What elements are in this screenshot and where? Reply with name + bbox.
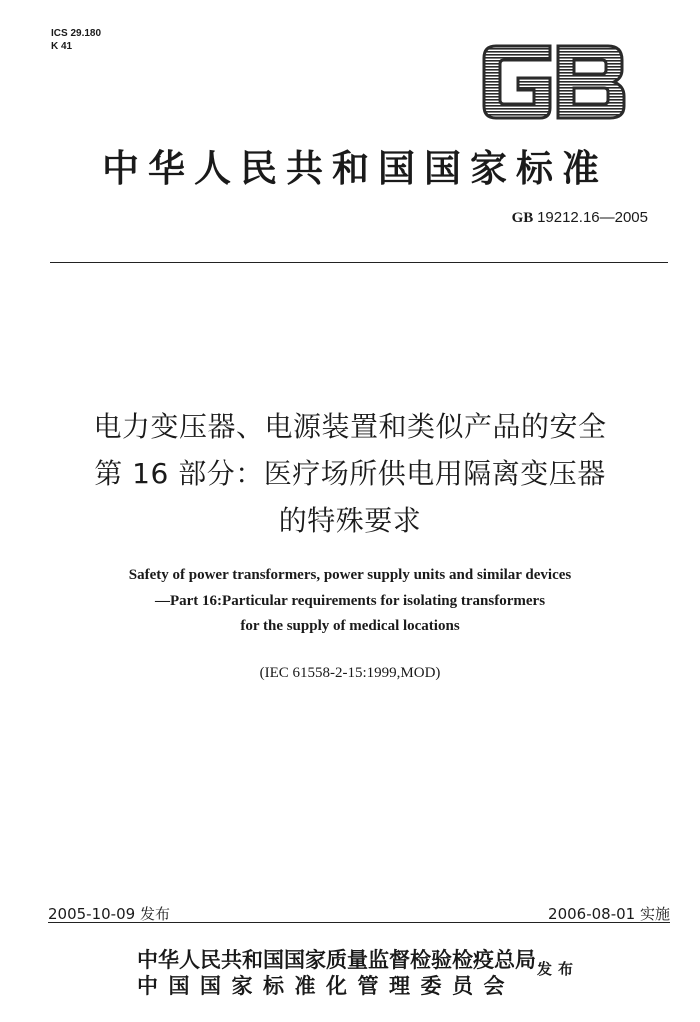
standard-prefix: GB <box>511 210 534 226</box>
adoption-reference: (IEC 61558-2-15:1999,MOD) <box>259 665 441 681</box>
english-title-line-2: —Part 16:Particular requirements for isolating transformers <box>154 593 546 609</box>
english-title-line-3: for the supply of medical locations <box>240 618 460 634</box>
english-title-line-1: Safety of power transformers, power supply units and similar devices <box>128 567 572 583</box>
gb-logo-graphic <box>478 42 628 122</box>
top-divider <box>50 262 668 263</box>
issuer-line-1: 中华人民共和国国家质量监督检验检疫总局 <box>137 947 536 972</box>
ics-code: ICS 29.180 <box>51 28 102 39</box>
national-standard-title: 中华人民共和国国家标准 <box>102 146 608 190</box>
publish-label: 发布 <box>537 960 580 978</box>
standard-code: 19212.16—2005 <box>537 209 648 226</box>
issue-date: 2005-10-09 发布 <box>48 905 170 923</box>
issuer-line-2: 中国国家标准化管理委员会 <box>137 973 515 998</box>
gb-logo <box>478 42 628 122</box>
chinese-title-line-2: 第 16 部分：医疗场所供电用隔离变压器 <box>94 457 606 490</box>
standard-number <box>512 209 648 227</box>
classification-codes <box>51 27 101 53</box>
chinese-title-line-3: 的特殊要求 <box>278 504 422 537</box>
chinese-title-line-1: 电力变压器、电源装置和类似产品的安全 <box>93 410 607 443</box>
k-code: K 41 <box>51 41 73 52</box>
implementation-date: 2006-08-01 实施 <box>548 905 670 923</box>
bottom-divider <box>48 922 670 923</box>
